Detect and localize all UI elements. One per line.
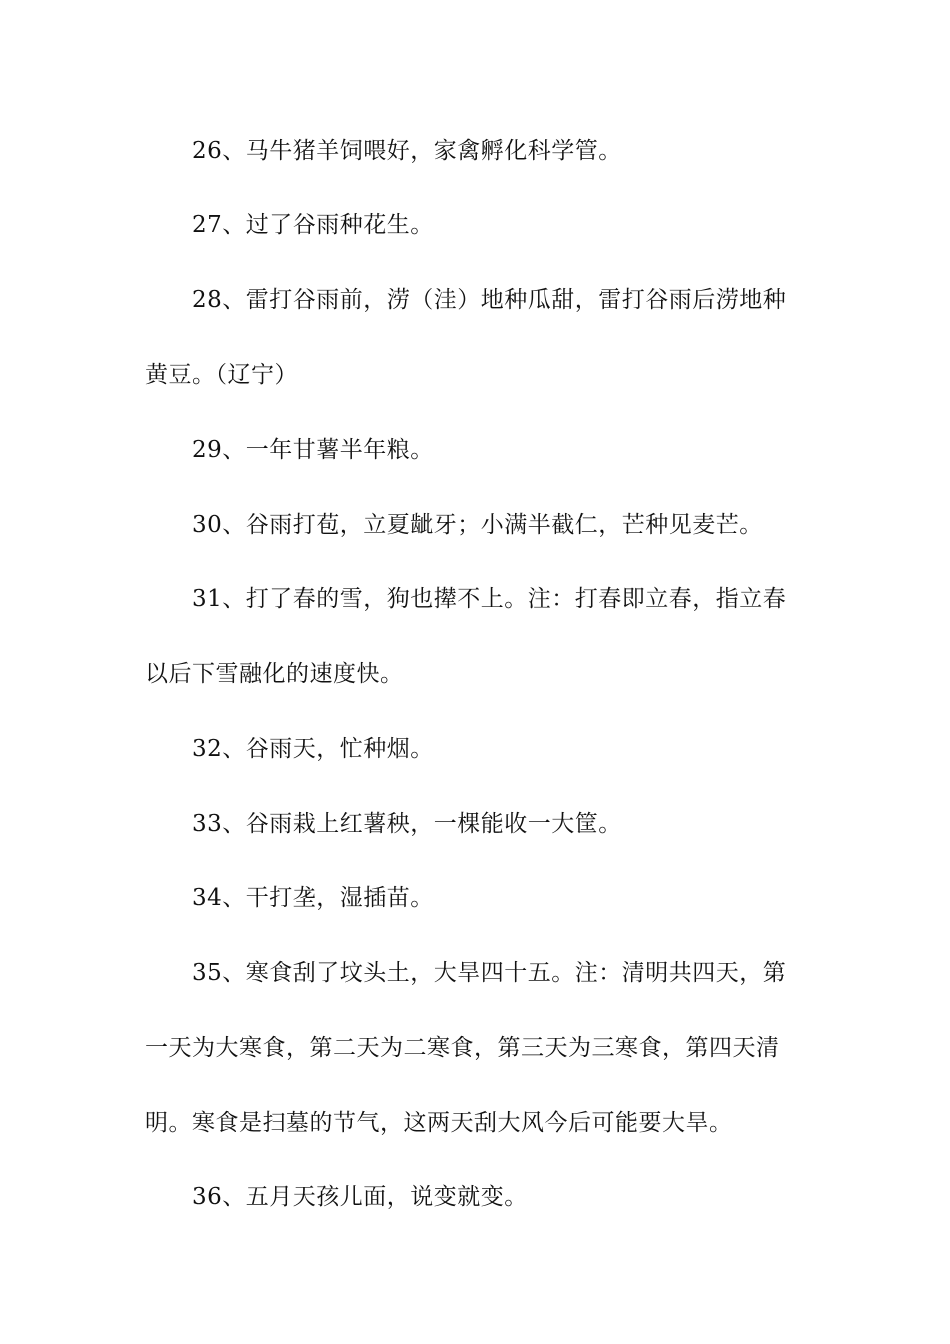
proverb-28-line-2: 黄豆。（辽宁） <box>145 362 298 388</box>
proverb-30: 30、谷雨打苞，立夏龇牙；小满半截仁，芒种见麦芒。 <box>192 512 763 538</box>
proverb-35-line-2: 一天为大寒食，第二天为二寒食，第三天为三寒食，第四天清 <box>145 1035 780 1061</box>
proverb-34: 34、干打垄，湿插苗。 <box>192 885 434 911</box>
proverb-29: 29、一年甘薯半年粮。 <box>192 437 434 463</box>
proverb-33: 33、谷雨栽上红薯秧，一棵能收一大筐。 <box>192 811 622 837</box>
proverb-35-line-3: 明。寒食是扫墓的节气，这两天刮大风今后可能要大旱。 <box>145 1110 733 1136</box>
proverb-26: 26、马牛猪羊饲喂好，家禽孵化科学管。 <box>192 138 622 164</box>
proverb-35-line-1: 35、寒食刮了坟头土，大旱四十五。注：清明共四天，第 <box>192 960 787 986</box>
proverb-27: 27、过了谷雨种花生。 <box>192 212 434 238</box>
proverb-36: 36、五月天孩儿面，说变就变。 <box>192 1184 528 1210</box>
proverb-28-line-1: 28、雷打谷雨前，涝（洼）地种瓜甜，雷打谷雨后涝地种 <box>192 287 787 313</box>
proverb-31-line-2: 以后下雪融化的速度快。 <box>145 661 404 687</box>
proverb-32: 32、谷雨天，忙种烟。 <box>192 736 434 762</box>
proverb-31-line-1: 31、打了春的雪，狗也撵不上。注：打春即立春，指立春 <box>192 586 787 612</box>
